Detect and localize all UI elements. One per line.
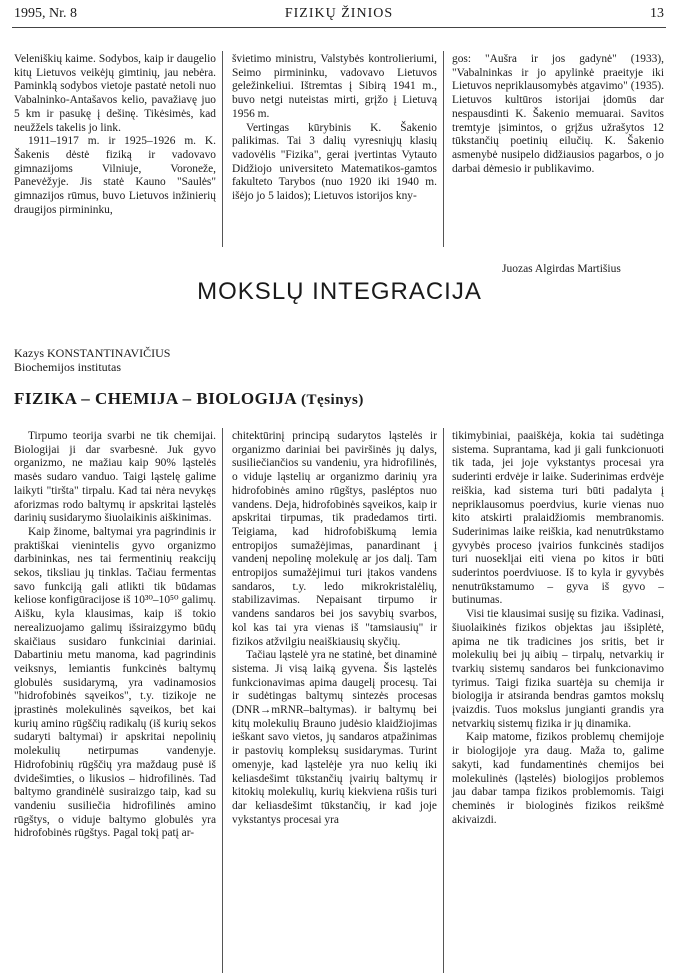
paragraph: gos: "Aušra ir jos gadynė" (1933), "Vabalninkas ir jo apylinkė praeityje iki Lietuvos nepriklausomybės atgavimo" (1935). Lietuvos kultūros istorijai įdomūs dar nespausdinti K. Šakenio memuarai. Savitos tremtyje įsimintos, o grįžus užrašytos 12 tūkstančių poetinių eilučių. K. Šakenio asmenybė nusipelo didžiausios pagarbos, o jo darbai dėmesio ir publikavimo. — [452, 53, 664, 175]
paragraph: chitektūrinį principą sudarytos ląstelės ir organizmo dariniai bei paviršinės jų dalys, susiliečiančios su vandeniu, yra hidrofilinės, o viduje ląstelių ar organizmo darinių yra hidrofobinės amino rūgštys, pasléptos nuo vandens. Deja, hidrofobinės sąveikos, kaip ir apskritai tirpumas, tik pradedamos tirti. Teigiama, kad hidrofobiškumą lemia entropijos sumažėjimas, panardinant į vandenį nepolinę molekulę ar jos dalį. Tam entropijos sumažėjimui turi įtakos vandens sandaros, t.y. ledo mikrokristalėlių, stabilizavimas. Nepaisant tirpumo ir vandens sandaros bei jos savybių svarbos, kol kas tai yra vienas iš "tamsiausių" ir fizikos atžvilgiu neaiškiausių skyčių. — [232, 430, 437, 648]
page-number: 13 — [650, 6, 664, 21]
article-subtitle: (Tęsinys) — [301, 392, 364, 408]
paragraph: 1911–1917 m. ir 1925–1926 m. K. Šakenis dėstė fiziką ir vadovavo gimnazijoms Vilniuje, Voronežе, Panevėžyje. Jis statė Kauno "Saulės" gimnazijos rūmus, buvo Lietuvos inžinierių draugijos pirmininku, — [14, 135, 216, 216]
paragraph: Tačiau ląstelė yra ne statinė, bet dinaminė sistema. Ji visą laiką gyvena. Šis ląstelės funkcionavimas apima daugelį procesų. Tai ir sudėtingas baltymų sintezės procesas (DNR→mRNR–baltymas). ir baltymų bei kitų molekulių Brauno judėsio klaidžiojimas ieškant savo vietos, jų sandaros atpažinimas ir pastovių kompleksų susidarymas. Turint omenyje, kad ląstelėje yra nuo kelių iki keliasdešimt tūkstančių įvairių baltymų ir kitokių molekulių, kurių kiekviena rūšis turi dar keliasdešimt tūkstančių, ir kad joje vykstantys procesai yra — [232, 649, 437, 826]
page-header — [14, 6, 664, 26]
paragraph: Tirpumo teorija svarbi ne tik chemijai. Biologijai ji dar svarbesnė. Juk gyvo organizmo, ne mažiau kaip 90% ląstelės masės sudaro vanduo. Taigi ląstelę galime laikyti "tiršta" tirpalu. Kad tai nėra nevykęs aforizmas rodo baltymų ir apskritai ląstelės darinių susidarymo šiuolaikinis aiškinimas. — [14, 430, 216, 525]
top-column-1 — [14, 53, 216, 217]
column-rule — [443, 428, 444, 973]
author-affiliation: Biochemijos institutas — [14, 360, 121, 374]
paragraph: Vertingas kūrybinis K. Šakenio palikimas. Tai 3 dalių vyresniųjų klasių vadovėlis "Fizika", gerai įvertintas Vytauto Didžiojo universiteto Matematikos-gamtos fakulteto Tarybos (nuo 1920 iki 1940 m. išėjo jo 5 laidos); Lietuvos istorijos kny- — [232, 121, 437, 203]
column-rule — [222, 428, 223, 973]
body-column-3 — [452, 430, 664, 827]
paragraph: švietimo ministru, Valstybės kontrolieriumi, Seimo pirmininku, vadovavo Lietuvos geležinkeliui. Ištremtas į Sibirą 1941 m., buvo netgi nuteistas mirti, grįžo į Lietuvą 1956 m. — [232, 53, 437, 120]
author-name: Kazys KONSTANTINAVIČIUS — [14, 346, 171, 360]
column-rule — [443, 51, 444, 247]
paragraph: Kaip žinome, baltymai yra pagrindinis ir praktiškai vienintelis gyvo organizmo darbininkas, nes tai fermentinių reakcijų sekos, tiksliau jų tinklas. Tačiau fermentas savo funkciją gali atlikti tik būdamas keliose konfigūracijose iš 10³⁰–10⁵⁰ galimų. Aišku, kyla klausimas, kaip iš tokio nerealizuojamo galimų išsiraizgymo būdų skaičiaus susidaro funkciniai dariniai. Dabartiniu metu manoma, kad pagrindinis veiksnys, lemiantis funkcinės baltymų globulės susidarymą, yra vadinamosios "hidrofobinės sąveikos", t.y. tizikoje ne įprastinės molekulinės sąveikos, bet kai kurių amino rūgščių radikalų (iš kurių sekos sudaryti baltymai) ir apskritai nepolinių molekulių netirpumas vandenyje. Hidrofobinių rūgščių yra maždaug pusė iš dvidešimties, o likusios – hidrofilinės. Tad baltymo grandinėlė susiraizgo taip, kad su vandeniu susiliečia hidrofilinės amino rūgštys, o viduje baltymo globulės yra hidrofobinės rūgštys. Pagal tokį patį ar- — [14, 525, 216, 840]
paragraph: Visi tie klausimai susiję su fizika. Vadinasi, šiuolaikinės fizikos objektas jau išsiplėtė, apima ne tik tradicines jos sritis, bet ir molekulių bei jų aibių – tirpalų, netvarkių ir tvarkių sistemų sandaros bei funkcionavimo tyrimus. Taigi fizika suartėja su chemija ir biologija ir atsiranda bendras gamtos mokslų įvaizdis. Tuos mokslus jungianti grandis yra netvarkių sistemų fizika ir jų dinamika. — [452, 608, 664, 730]
top-column-2 — [232, 53, 437, 204]
section-title: MOKSLŲ INTEGRACIJA — [197, 278, 482, 305]
top-column-3 — [452, 53, 664, 176]
author-signature: Juozas Algirdas Martišius — [502, 263, 621, 275]
body-column-2 — [232, 430, 437, 827]
paragraph: Veleniškių kaime. Sodybos, kaip ir daugelio kitų Lietuvos veikėjų gimtinių, jau nebėra. Paminklą sodybos vietoje pastatė netoli nuo Vabalninko-Antašavos kelio, pavažiavę juo 5 km ir pasukę į dešinę. Tikėsimės, kad neužžels takelis jo link. — [14, 53, 216, 134]
article-title — [14, 389, 364, 409]
header-rule — [12, 27, 666, 28]
column-rule — [222, 51, 223, 247]
issue-number: 1995, Nr. 8 — [14, 6, 77, 21]
paragraph: Kaip matome, fizikos problemų chemijoje ir biologijoje yra daug. Maža to, galime sakyti, kad fundamentinės chemijos bei molekulinės (ląstelės) biologijos problemos jau dabar tampa fizikos problemomis. Taigi cheminės ir biologinės fizikos reikšmė akivaizdi. — [452, 731, 664, 826]
journal-title: FIZIKŲ ŽINIOS — [284, 6, 394, 21]
article-author — [14, 346, 170, 374]
article-title-text: FIZIKA – CHEMIJA – BIOLOGIJA — [14, 389, 297, 408]
paragraph: tikimybiniai, paaiškėja, kokia tai sudėtinga sistema. Suprantama, kad ji gali funkcionuoti tik tada, jei joje vykstantys procesai yra suderinti erdvėje ir laike. Suderinimas erdvėje reiškia, kad sistema turi būti padalyta į nepriklausomus poerdvius, kurie vienas nuo kito atskirti pralaidžiomis membranomis. Suderinimas laike reiškia, kad nenutrūkstamo gyvybės proceso įvairios funkcinės stadijos turi nuoseklįai eiti viena po kitos ir būti suderintos poerdviuose. Iš to kyla ir gyvybės nenutrūkstamumo – gyva iš gyvo – butinumas. — [452, 430, 664, 607]
body-column-1 — [14, 430, 216, 841]
